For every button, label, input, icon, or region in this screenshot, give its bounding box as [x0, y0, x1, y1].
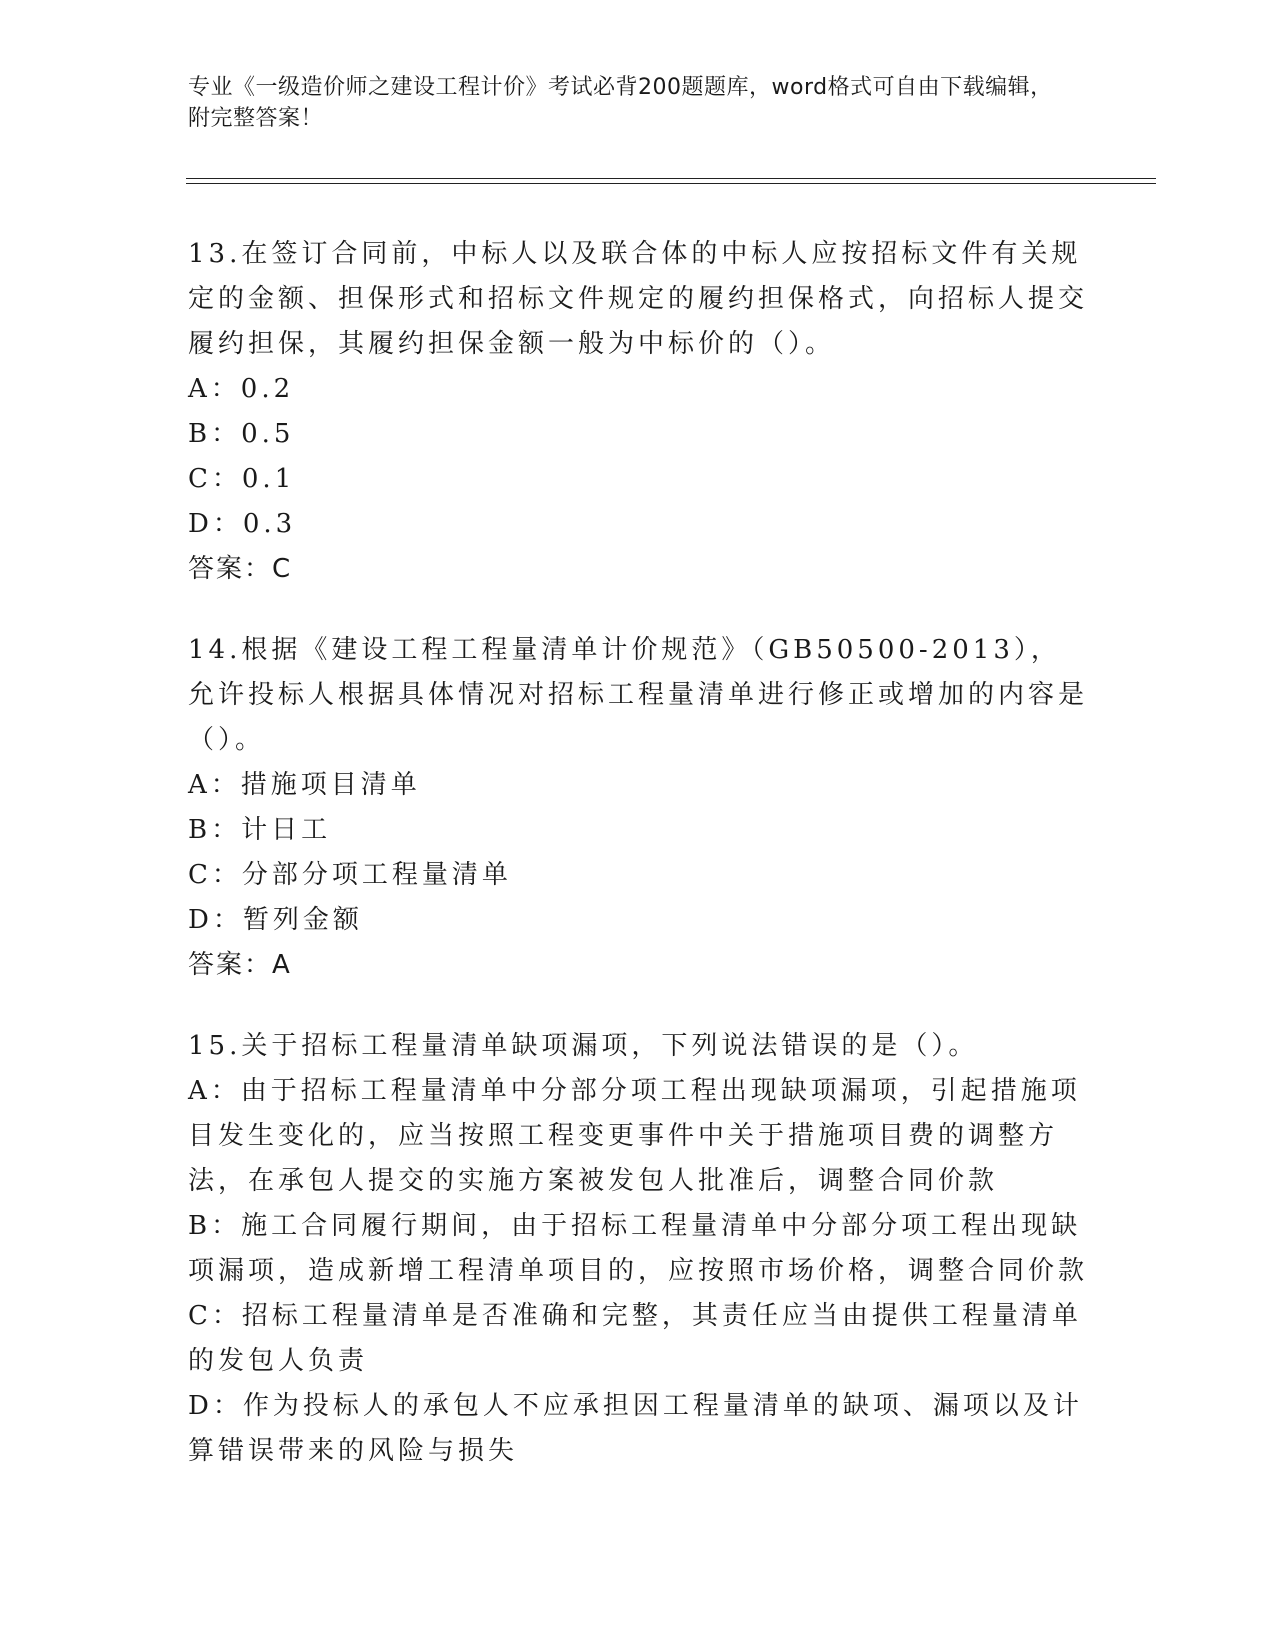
question-text: 13.在签订合同前，中标人以及联合体的中标人应按招标文件有关规定的金额、担保形式和招标文件规定的履约担保格式，向招标人提交履约担保，其履约担保金额一般为中标价的（）。: [188, 239, 1089, 359]
option-a: A：0.2: [188, 374, 295, 404]
answer: 答案：C: [188, 554, 293, 584]
answer: 答案：A: [188, 950, 292, 980]
question-15: [188, 1024, 1088, 1474]
option-c: C：分部分项工程量清单: [188, 860, 512, 890]
option-b: B：0.5: [188, 419, 295, 449]
option-a: A：由于招标工程量清单中分部分项工程出现缺项漏项，引起措施项目发生变化的，应当按照工程变更事件中关于措施项目费的调整方法，在承包人提交的实施方案被发包人批准后，调整合同价款: [188, 1076, 1081, 1196]
header-divider: [186, 178, 1156, 184]
question-13: [188, 232, 1088, 592]
option-b: B：施工合同履行期间，由于招标工程量清单中分部分项工程出现缺项漏项，造成新增工程清单项目的，应按照市场价格，调整合同价款: [188, 1211, 1089, 1286]
page-header: [188, 72, 1068, 134]
question-14: [188, 628, 1088, 988]
question-text: 14.根据《建设工程工程量清单计价规范》（GB50500-2013），允许投标人根据具体情况对招标工程量清单进行修正或增加的内容是（）。: [188, 635, 1089, 755]
question-text: 15.关于招标工程量清单缺项漏项，下列说法错误的是（）。: [188, 1031, 979, 1061]
option-c: C：0.1: [188, 464, 296, 494]
option-d: D：0.3: [188, 509, 297, 539]
option-c: C：招标工程量清单是否准确和完整，其责任应当由提供工程量清单的发包人负责: [188, 1301, 1082, 1376]
option-b: B：计日工: [188, 815, 332, 845]
option-d: D：作为投标人的承包人不应承担因工程量清单的缺项、漏项以及计算错误带来的风险与损失: [188, 1391, 1083, 1466]
question-list: [188, 232, 1088, 1510]
option-d: D：暂列金额: [188, 905, 363, 935]
header-text: 专业《一级造价师之建设工程计价》考试必背200题题库，word格式可自由下载编辑，附完整答案！: [188, 75, 1053, 131]
option-a: A：措施项目清单: [188, 770, 421, 800]
